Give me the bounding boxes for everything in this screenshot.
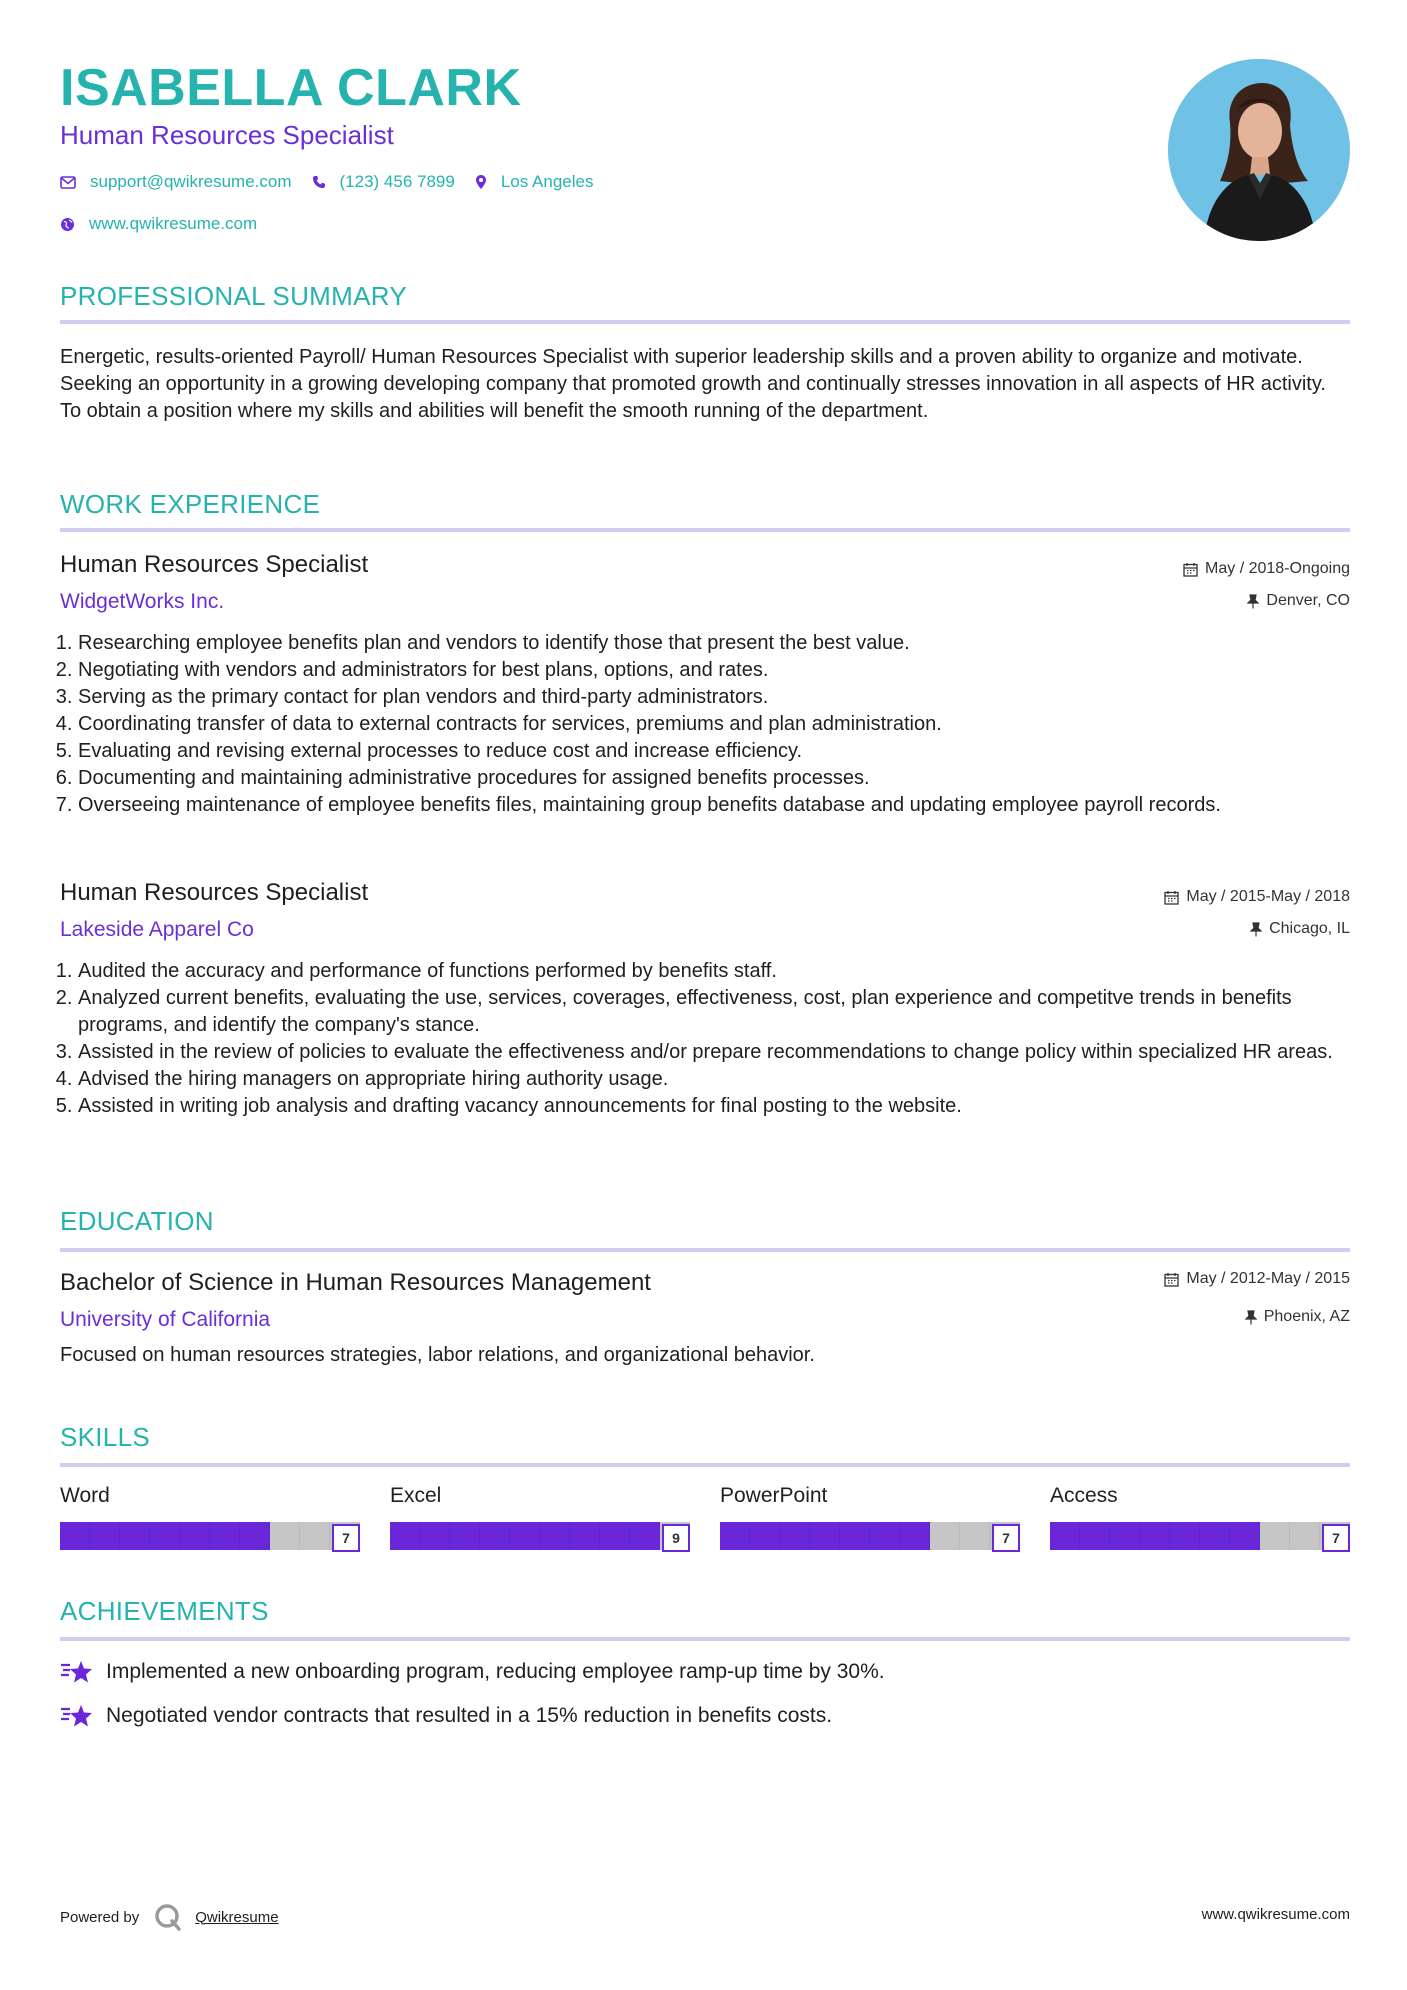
job-dates [1183, 560, 1350, 578]
skill-bar [390, 1522, 690, 1550]
skill-segment-filled [1170, 1522, 1200, 1550]
footer-powered-by [60, 1902, 279, 1932]
skill-score: 7 [992, 1524, 1020, 1552]
education-dates [1164, 1270, 1350, 1288]
skill-segment-filled [450, 1522, 480, 1550]
calendar-icon [1164, 890, 1179, 905]
skill-name: PowerPoint [720, 1484, 828, 1507]
resume-page [60, 0, 1350, 1990]
website-row [60, 214, 277, 234]
list-item: 5. Evaluating and revising external processes to reduce cost and increase efficiency. [78, 738, 1350, 765]
skill-segment-filled [540, 1522, 570, 1550]
skill-bar [720, 1522, 1020, 1550]
summary-heading: PROFESSIONAL SUMMARY [60, 281, 407, 311]
job-location-text: Denver, CO [1266, 592, 1350, 609]
list-item: 2. Negotiating with vendors and administrators for best plans, options, and rates. [78, 657, 1350, 684]
job-title: Human Resources Specialist [60, 879, 369, 906]
skill-segment-filled [1140, 1522, 1170, 1550]
achievement-text: Implemented a new onboarding program, reducing employee ramp-up time by 30%. [106, 1660, 885, 1683]
list-item: 6. Documenting and maintaining administrative procedures for assigned benefits processes. [78, 765, 1350, 792]
skill-segment-empty [300, 1522, 330, 1550]
contact-row [60, 172, 613, 192]
skill-name: Excel [390, 1484, 442, 1507]
skill-segment-empty [1290, 1522, 1320, 1550]
job-dates-text: May / 2015-May / 2018 [1186, 888, 1350, 905]
map-pin-icon [475, 174, 487, 190]
skill-score: 9 [662, 1524, 690, 1552]
skill-segment-filled [900, 1522, 930, 1550]
achievement-item [60, 1659, 885, 1685]
education-heading: EDUCATION [60, 1206, 214, 1236]
skill-segment-empty [960, 1522, 990, 1550]
skill-access [1050, 1484, 1350, 1556]
education-location-text: Phoenix, AZ [1263, 1308, 1350, 1325]
list-item: 1. Researching employee benefits plan and vendors to identify those that present the best value. [78, 630, 1350, 657]
skill-bar [1050, 1522, 1350, 1550]
list-item: 3. Serving as the primary contact for plan vendors and third-party administrators. [78, 684, 1350, 711]
list-item: 7. Overseeing maintenance of employee benefits files, maintaining group benefits database and updating employee payroll records. [78, 792, 1350, 819]
education-divider [60, 1248, 1350, 1252]
experience-heading: WORK EXPERIENCE [60, 489, 321, 519]
candidate-title: Human Resources Specialist [60, 120, 394, 150]
summary-divider [60, 320, 1350, 324]
list-item: 3. Assisted in the review of policies to evaluate the effectiveness and/or prepare recommendations to change policy within specialized HR areas. [78, 1039, 1350, 1066]
skill-name: Word [60, 1484, 110, 1507]
job-location [1247, 592, 1350, 610]
summary-text: Energetic, results-oriented Payroll/ Human Resources Specialist with superior leadership skills and a proven ability to organize and motivate. Seeking an opportunity in a growing developing company that promoted growth and continually stresses innovation in all aspects of HR activity. To obtain a position where my skills and abilities will benefit the smooth running of the department. [60, 346, 1326, 422]
job-dates [1164, 888, 1350, 906]
skill-segment-filled [780, 1522, 810, 1550]
education-location [1245, 1308, 1350, 1326]
skill-segment-filled [240, 1522, 270, 1550]
achievement-item [60, 1703, 832, 1729]
skill-segment-filled [150, 1522, 180, 1550]
education-dates-text: May / 2012-May / 2015 [1186, 1270, 1350, 1287]
skill-segment-filled [120, 1522, 150, 1550]
website-item[interactable] [60, 214, 257, 234]
globe-icon [60, 217, 75, 232]
skill-segment-filled [510, 1522, 540, 1550]
skill-segment-filled [570, 1522, 600, 1550]
phone-text: (123) 456 7899 [339, 172, 455, 191]
list-item: 5. Assisted in writing job analysis and drafting vacancy announcements for final posting to the website. [78, 1093, 1350, 1120]
skill-segment-empty [1260, 1522, 1290, 1550]
achievements-heading: ACHIEVEMENTS [60, 1596, 269, 1626]
education-description: Focused on human resources strategies, labor relations, and organizational behavior. [60, 1344, 815, 1366]
skill-segment-filled [870, 1522, 900, 1550]
star-icon [60, 1659, 94, 1685]
star-icon [60, 1703, 94, 1729]
duties-list [60, 958, 1350, 1120]
skill-segment-filled [1110, 1522, 1140, 1550]
skill-segment-filled [810, 1522, 840, 1550]
skill-score: 7 [332, 1524, 360, 1552]
skill-segment-filled [1230, 1522, 1260, 1550]
degree-title: Bachelor of Science in Human Resources Management [60, 1269, 651, 1296]
location-text: Los Angeles [500, 172, 594, 191]
skill-segment-filled [180, 1522, 210, 1550]
candidate-name: ISABELLA CLARK [60, 59, 522, 117]
profile-photo [1168, 59, 1350, 241]
calendar-icon [1164, 1272, 1179, 1287]
school-name: University of California [60, 1308, 271, 1331]
skill-segment-filled [1050, 1522, 1080, 1550]
skill-excel [390, 1484, 690, 1556]
skill-word [60, 1484, 360, 1556]
skill-segment-filled [720, 1522, 750, 1550]
pushpin-icon [1250, 922, 1262, 937]
job-location [1250, 920, 1350, 938]
footer-url[interactable]: www.qwikresume.com [1201, 1906, 1350, 1923]
skill-segment-filled [60, 1522, 90, 1550]
job-title: Human Resources Specialist [60, 551, 369, 578]
skill-segment-filled [480, 1522, 510, 1550]
company-name: Lakeside Apparel Co [60, 918, 254, 941]
achievements-divider [60, 1637, 1350, 1641]
skill-segment-filled [90, 1522, 120, 1550]
pushpin-icon [1247, 594, 1259, 609]
skills-divider [60, 1463, 1350, 1467]
qwikresume-logo-icon [153, 1902, 183, 1932]
skill-score: 7 [1322, 1524, 1350, 1552]
skill-name: Access [1050, 1484, 1118, 1507]
skill-segment-filled [750, 1522, 780, 1550]
skill-segment-empty [930, 1522, 960, 1550]
list-item: 4. Coordinating transfer of data to external contracts for services, premiums and plan administration. [78, 711, 1350, 738]
phone-icon [312, 175, 326, 189]
email-text: support@qwikresume.com [90, 172, 292, 191]
website-text: www.qwikresume.com [89, 214, 258, 233]
skill-segment-filled [210, 1522, 240, 1550]
skill-bar [60, 1522, 360, 1550]
experience-divider [60, 528, 1350, 532]
calendar-icon [1183, 562, 1198, 577]
job-dates-text: May / 2018-Ongoing [1205, 560, 1350, 577]
skill-segment-filled [1080, 1522, 1110, 1550]
skill-segment-filled [390, 1522, 420, 1550]
qwikresume-link[interactable]: Qwikresume [195, 1908, 279, 1926]
skill-powerpoint [720, 1484, 1020, 1556]
location-item [475, 172, 594, 192]
skill-segment-filled [630, 1522, 660, 1550]
list-item: 4. Advised the hiring managers on appropriate hiring authority usage. [78, 1066, 1350, 1093]
person-portrait-icon [1168, 59, 1350, 241]
achievement-text: Negotiated vendor contracts that resulted in a 15% reduction in benefits costs. [106, 1704, 833, 1727]
skill-segment-empty [270, 1522, 300, 1550]
list-item: 1. Audited the accuracy and performance of functions performed by benefits staff. [78, 958, 1350, 985]
skill-segment-filled [600, 1522, 630, 1550]
skill-segment-filled [840, 1522, 870, 1550]
pushpin-icon [1245, 1310, 1257, 1325]
email-item[interactable] [60, 172, 292, 192]
skill-segment-filled [420, 1522, 450, 1550]
skills-heading: SKILLS [60, 1422, 150, 1452]
job-location-text: Chicago, IL [1269, 920, 1350, 937]
phone-item[interactable] [312, 172, 455, 192]
company-name: WidgetWorks Inc. [60, 590, 225, 613]
skill-segment-filled [1200, 1522, 1230, 1550]
duties-list [60, 630, 1350, 819]
envelope-icon [60, 176, 76, 189]
powered-by-label: Powered by [60, 1908, 140, 1926]
list-item: 2. Analyzed current benefits, evaluating the use, services, coverages, effectiveness, cost, plan experience and competitve trends in benefits programs, and identify the company's stance. [78, 985, 1350, 1039]
